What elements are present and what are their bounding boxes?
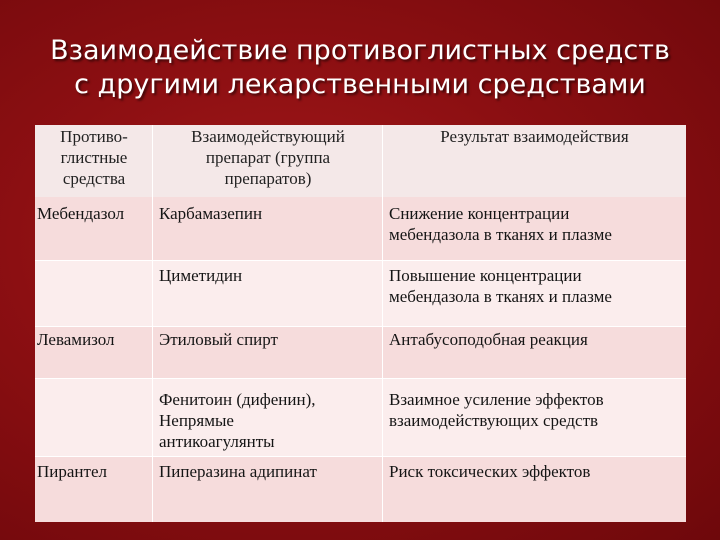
row3-drug: Левамизол xyxy=(35,327,153,379)
row2-drug xyxy=(35,261,153,327)
row5-interacting: Пиперазина адипинат xyxy=(153,457,383,522)
grid-horizontal-4 xyxy=(35,456,686,457)
row3-interacting: Этиловый спирт xyxy=(153,327,383,379)
row4-drug xyxy=(35,379,153,457)
row5-drug: Пирантел xyxy=(35,457,153,522)
title-line-2: с другими лекарственными средствами xyxy=(74,69,646,100)
grid-vertical-2 xyxy=(382,125,383,522)
row2-interacting: Циметидин xyxy=(153,261,383,327)
interaction-table xyxy=(35,125,686,522)
row3-result: Антабусоподобная реакция xyxy=(383,327,686,379)
header-result: Результат взаимодействия xyxy=(383,125,686,197)
grid-horizontal-3 xyxy=(35,378,686,379)
header-drug: Противо- глистные средства xyxy=(35,125,153,197)
row1-interacting: Карбамазепин xyxy=(153,197,383,261)
row1-result: Снижение концентрации мебендазола в тканях и плазме xyxy=(383,197,686,261)
row1-drug: Мебендазол xyxy=(35,197,153,261)
header-interacting: Взаимодействующий препарат (группа препаратов) xyxy=(153,125,383,197)
grid-horizontal-1 xyxy=(35,260,686,261)
grid-horizontal-2 xyxy=(35,326,686,327)
grid-vertical-1 xyxy=(152,125,153,522)
title-line-1: Взаимодействие противоглистных средств xyxy=(50,35,670,66)
row5-result: Риск токсических эффектов xyxy=(383,457,686,522)
row2-result: Повышение концентрации мебендазола в тканях и плазме xyxy=(383,261,686,327)
row4-result: Взаимное усиление эффектов взаимодействующих средств xyxy=(383,379,686,457)
row4-interacting: Фенитоин (дифенин), Непрямые антикоагулянты xyxy=(153,379,383,457)
slide-title xyxy=(0,34,720,102)
